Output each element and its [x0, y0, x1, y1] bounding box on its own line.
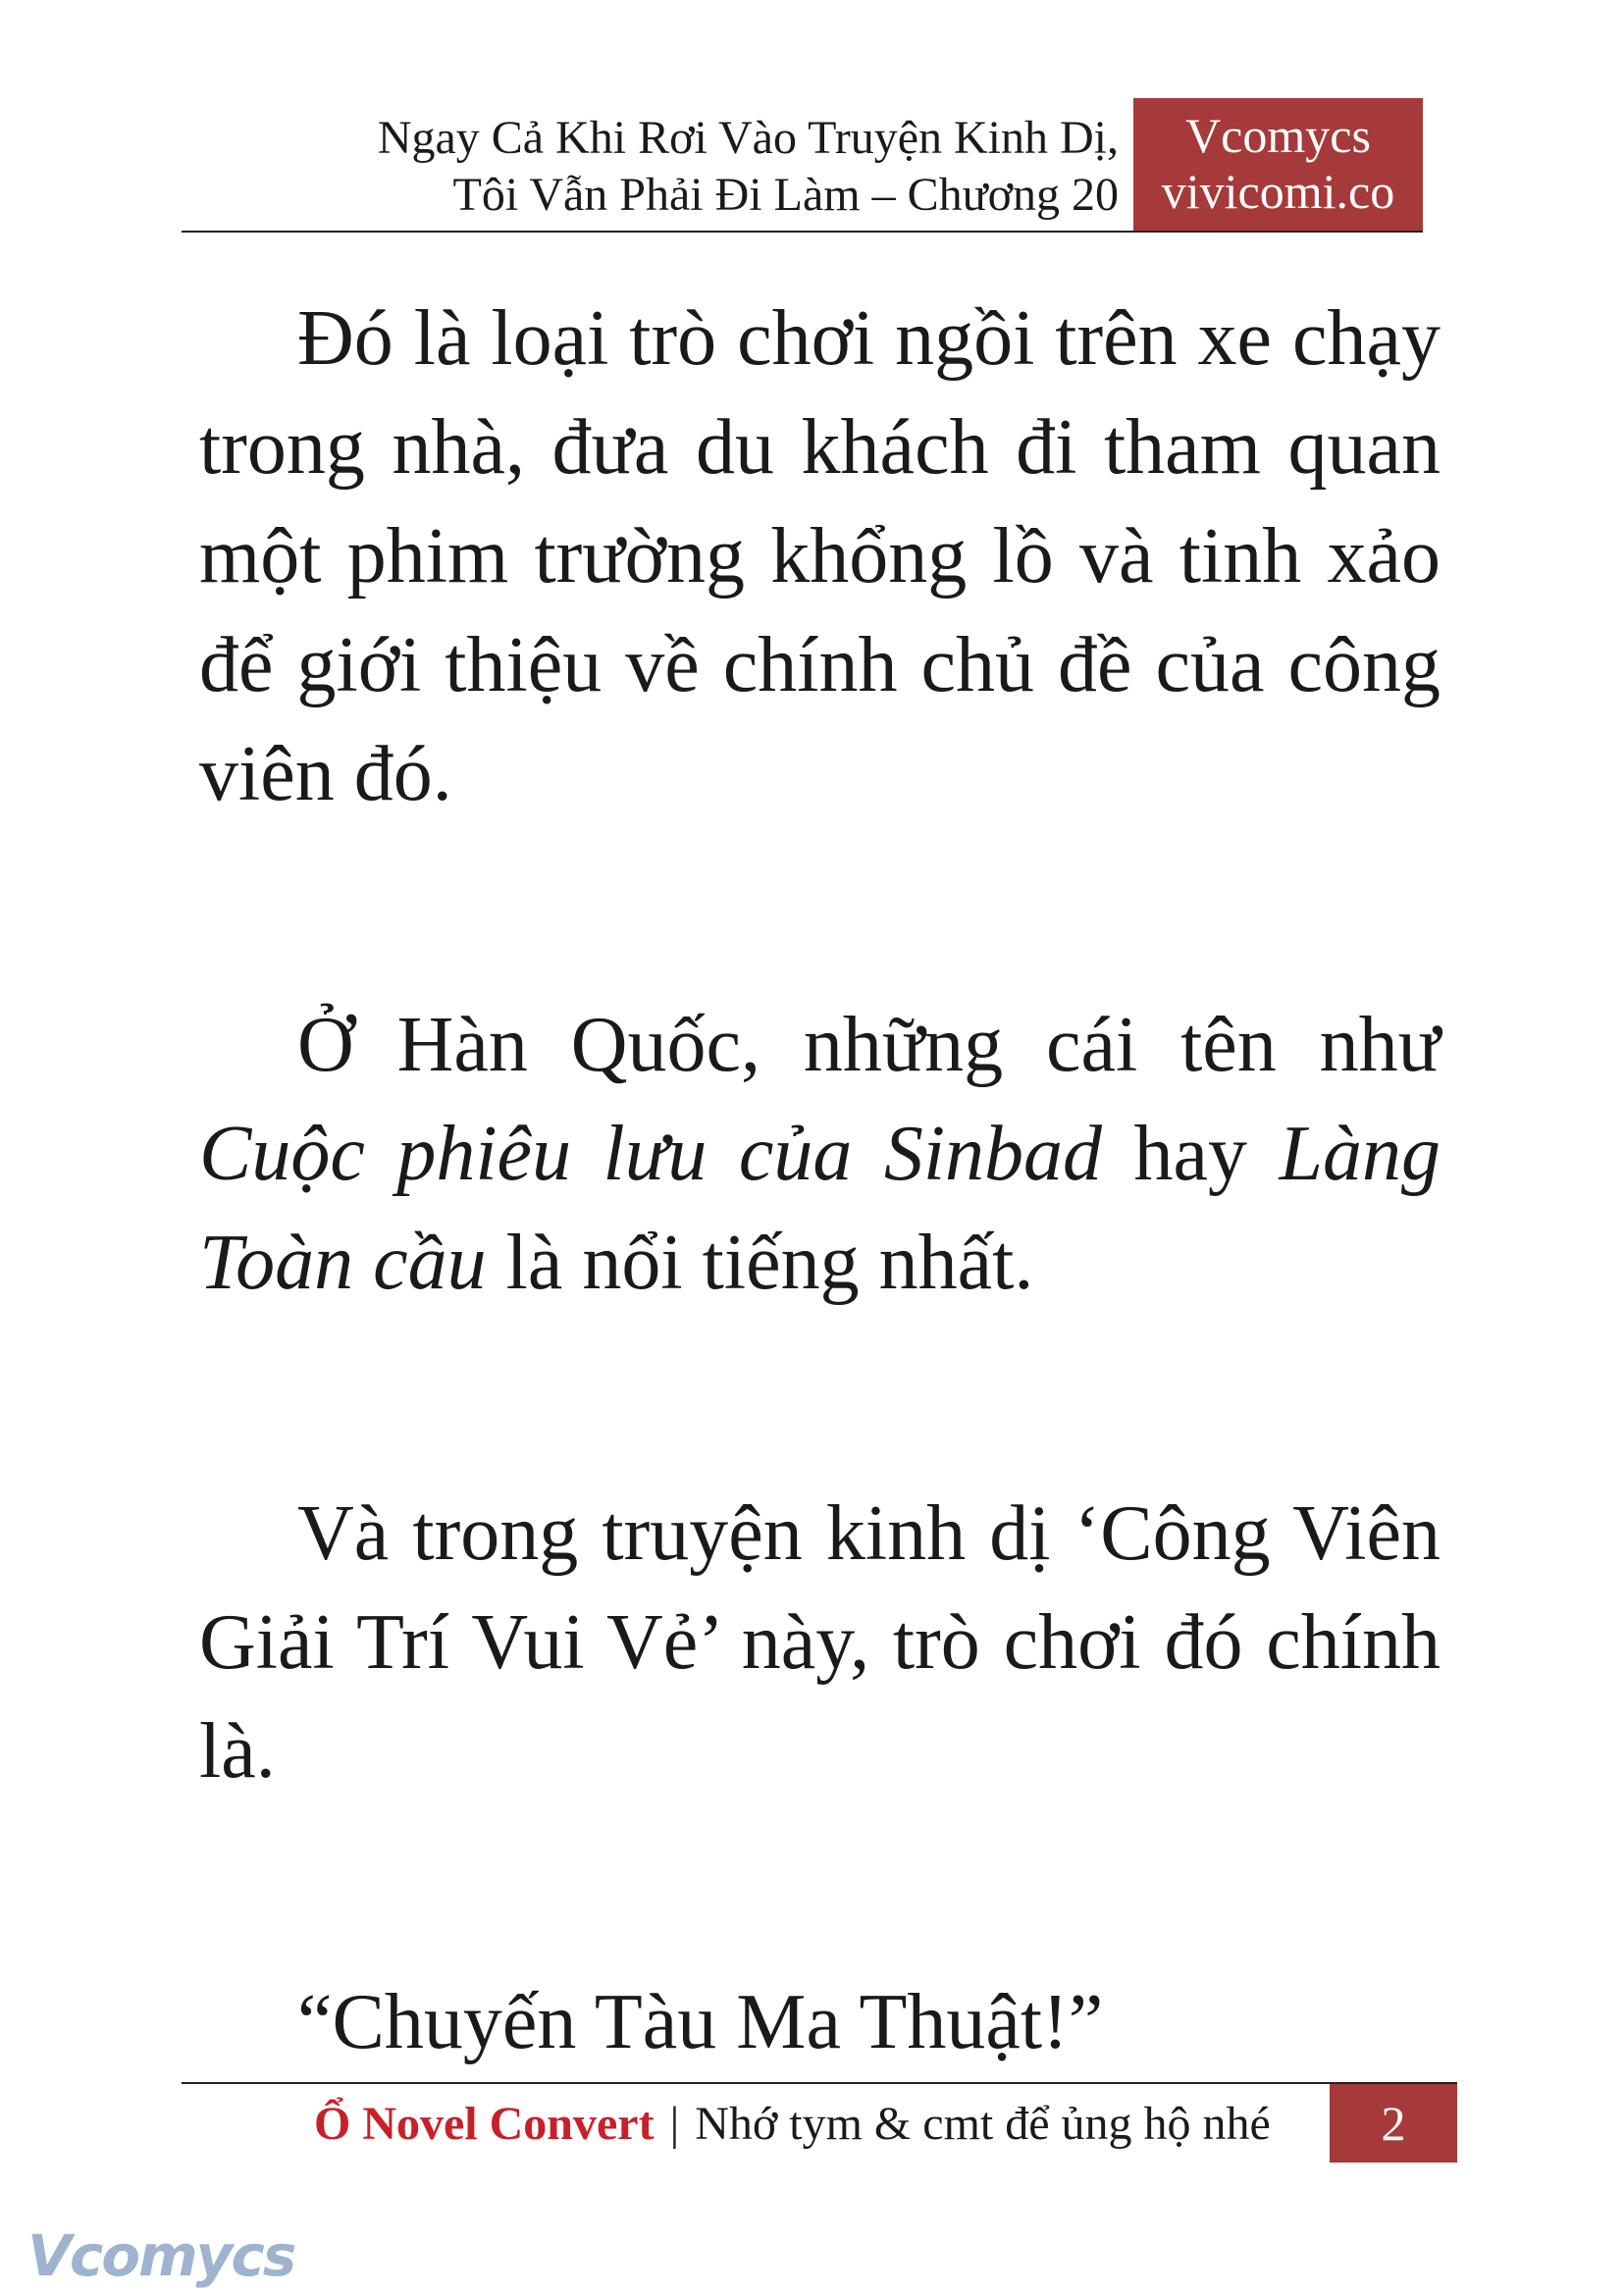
page-number: 2 [1330, 2084, 1457, 2163]
paragraph-2-mid: hay [1102, 1111, 1280, 1197]
footer-brand: Ổ Novel Convert [314, 2098, 655, 2150]
ride-title-global-village: Làng Toàn cầu [199, 1111, 1441, 1306]
chapter-body [199, 285, 1441, 2077]
brand-badge [1133, 98, 1423, 231]
paragraph-1: Đó là loại trò chơi ngồi trên xe chạy trong nhà, đưa du khách đi tham quan một phim trường khổng lồ và tinh xảo để giới thiệu về chính chủ đề của công viên đó. [199, 295, 1441, 817]
footer-text [314, 2096, 1271, 2153]
page-footer [182, 2082, 1457, 2167]
footer-separator: | [669, 2098, 680, 2150]
paragraph-2 [199, 991, 1441, 1318]
vcomycs-logo: Vcomycs [27, 2222, 295, 2289]
ride-title-sinbad: Cuộc phiêu lưu của Sinbad [199, 1111, 1103, 1197]
dialogue-line: “Chuyến Tàu Ma Thuật!” [297, 1979, 1104, 2065]
chapter-title [378, 110, 1119, 224]
chapter-title-line1: Ngay Cả Khi Rơi Vào Truyện Kinh Dị, [377, 112, 1119, 164]
paragraph-2-end: là nổi tiếng nhất. [486, 1220, 1034, 1306]
chapter-title-line2: Tôi Vẫn Phải Đi Làm – Chương 20 [452, 169, 1119, 221]
paragraph-3: Và trong truyện kinh dị ‘Công Viên Giải Trí Vui Vẻ’ này, trò chơi đó chính là. [199, 1490, 1441, 1795]
brand-site: vivicomi.co [1161, 164, 1395, 219]
paragraph-2-intro: Ở Hàn Quốc, những cái tên như [297, 1002, 1441, 1088]
brand-name: Vcomycs [1185, 108, 1371, 163]
page-header [182, 98, 1423, 233]
footer-message: Nhớ tym & cmt để ủng hộ nhé [695, 2098, 1271, 2150]
